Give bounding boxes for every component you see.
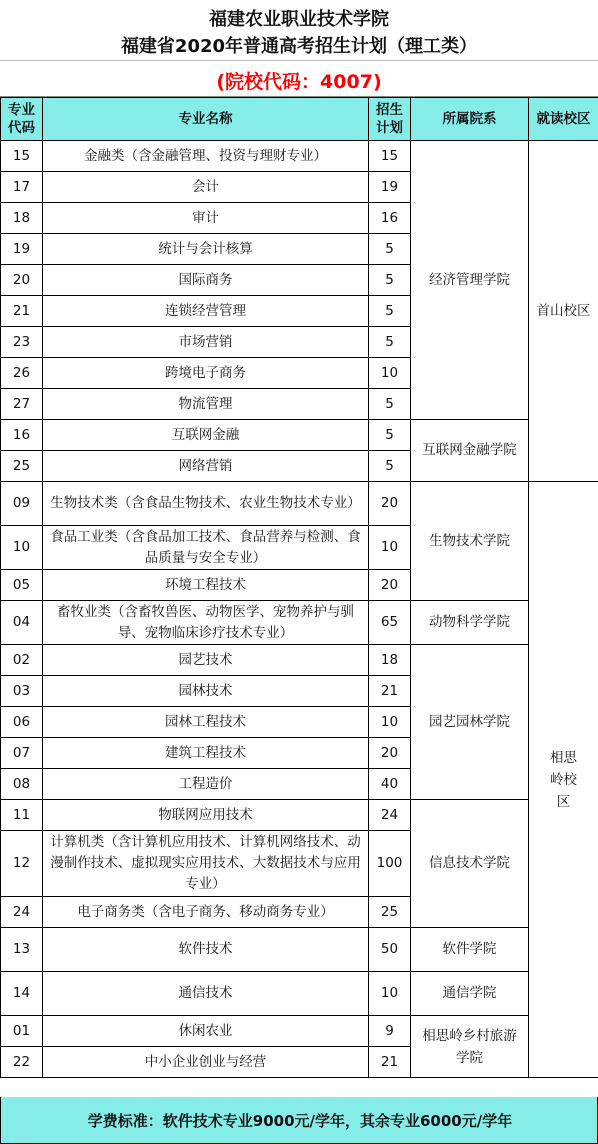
major-name: 园林工程技术: [43, 707, 369, 738]
major-code: 24: [1, 897, 43, 928]
major-code: 15: [1, 141, 43, 172]
plan-count: 21: [369, 676, 411, 707]
admission-table: [0, 97, 598, 1078]
major-code: 09: [1, 482, 43, 526]
plan-count: 16: [369, 203, 411, 234]
major-name: 园林技术: [43, 676, 369, 707]
major-code: 03: [1, 676, 43, 707]
title-divider: [0, 60, 598, 61]
table-row: [1, 141, 598, 172]
dept-cell: 信息技术学院: [411, 800, 529, 928]
campus-name: 相思岭校区: [550, 749, 577, 810]
dept-cell: 经济管理学院: [411, 141, 529, 420]
major-name: 计算机类（含计算机应用技术、计算机网络技术、动漫制作技术、虚拟现实应用技术、大数据技术与应用专业）: [43, 831, 369, 897]
major-name: 环境工程技术: [43, 570, 369, 601]
table-row: [1, 1016, 598, 1047]
major-code: 10: [1, 526, 43, 570]
dept-cell: 动物科学学院: [411, 601, 529, 645]
plan-count: 10: [369, 972, 411, 1016]
major-code: 17: [1, 172, 43, 203]
campus-cell: [529, 482, 598, 1078]
major-code: 05: [1, 570, 43, 601]
plan-count: 5: [369, 389, 411, 420]
major-code: 13: [1, 928, 43, 972]
header-code: 专业代码: [1, 98, 43, 141]
dept-name: 相思岭乡村旅游学院: [422, 1027, 517, 1066]
table-row: [1, 601, 598, 645]
plan-count: 40: [369, 769, 411, 800]
college-code: (院校代码：4007): [216, 71, 382, 93]
table-row: [1, 420, 598, 451]
table-header-row: [1, 98, 598, 141]
major-code: 21: [1, 296, 43, 327]
plan-count: 5: [369, 451, 411, 482]
plan-count: 20: [369, 482, 411, 526]
major-name: 生物技术类（含食品生物技术、农业生物技术专业）: [43, 482, 369, 526]
title-block: [0, 0, 598, 97]
plan-count: 50: [369, 928, 411, 972]
plan-count: 25: [369, 897, 411, 928]
major-code: 02: [1, 645, 43, 676]
major-name: 会计: [43, 172, 369, 203]
major-name: 工程造价: [43, 769, 369, 800]
dept-cell: 生物技术学院: [411, 482, 529, 601]
table-row: [1, 972, 598, 1016]
table-row: [1, 800, 598, 831]
header-plan: 招生计划: [369, 98, 411, 141]
major-name: 连锁经营管理: [43, 296, 369, 327]
major-code: 06: [1, 707, 43, 738]
major-name: 网络营销: [43, 451, 369, 482]
dept-cell: [411, 1016, 529, 1078]
plan-count: 5: [369, 234, 411, 265]
dept-cell: 园艺园林学院: [411, 645, 529, 800]
major-code: 12: [1, 831, 43, 897]
plan-count: 19: [369, 172, 411, 203]
table-row: [1, 482, 598, 526]
header-name: 专业名称: [43, 98, 369, 141]
major-name: 统计与会计核算: [43, 234, 369, 265]
major-code: 08: [1, 769, 43, 800]
plan-count: 20: [369, 570, 411, 601]
major-name: 休闲农业: [43, 1016, 369, 1047]
plan-count: 5: [369, 420, 411, 451]
major-code: 20: [1, 265, 43, 296]
major-name: 畜牧业类（含畜牧兽医、动物医学、宠物养护与驯导、宠物临床诊疗技术专业）: [43, 601, 369, 645]
major-name: 物联网应用技术: [43, 800, 369, 831]
header-campus: 就读校区: [529, 98, 598, 141]
major-code: 25: [1, 451, 43, 482]
plan-count: 24: [369, 800, 411, 831]
major-code: 27: [1, 389, 43, 420]
table-row: [1, 645, 598, 676]
major-name: 金融类（含金融管理、投资与理财专业）: [43, 141, 369, 172]
plan-count: 10: [369, 707, 411, 738]
plan-count: 100: [369, 831, 411, 897]
major-code: 16: [1, 420, 43, 451]
major-code: 11: [1, 800, 43, 831]
major-name: 通信技术: [43, 972, 369, 1016]
major-code: 23: [1, 327, 43, 358]
plan-count: 21: [369, 1047, 411, 1078]
college-name: 福建农业职业技术学院: [209, 9, 389, 30]
plan-count: 15: [369, 141, 411, 172]
major-name: 园艺技术: [43, 645, 369, 676]
major-name: 物流管理: [43, 389, 369, 420]
table-row: [1, 928, 598, 972]
plan-count: 18: [369, 645, 411, 676]
tuition-text: 学费标准：软件技术专业9000元/学年，其余专业6000元/学年: [87, 1112, 513, 1130]
major-code: 04: [1, 601, 43, 645]
major-name: 市场营销: [43, 327, 369, 358]
dept-cell: 软件学院: [411, 928, 529, 972]
dept-cell: 通信学院: [411, 972, 529, 1016]
major-name: 中小企业创业与经营: [43, 1047, 369, 1078]
major-name: 软件技术: [43, 928, 369, 972]
plan-count: 65: [369, 601, 411, 645]
plan-count: 5: [369, 296, 411, 327]
plan-count: 20: [369, 738, 411, 769]
plan-count: 10: [369, 526, 411, 570]
plan-count: 5: [369, 265, 411, 296]
campus-cell: 首山校区: [529, 141, 598, 482]
major-name: 国际商务: [43, 265, 369, 296]
major-name: 建筑工程技术: [43, 738, 369, 769]
major-code: 01: [1, 1016, 43, 1047]
major-code: 07: [1, 738, 43, 769]
major-name: 电子商务类（含电子商务、移动商务专业）: [43, 897, 369, 928]
tuition-footer: [0, 1097, 598, 1144]
major-code: 22: [1, 1047, 43, 1078]
plan-count: 5: [369, 327, 411, 358]
plan-count: 10: [369, 358, 411, 389]
major-name: 互联网金融: [43, 420, 369, 451]
major-name: 审计: [43, 203, 369, 234]
major-code: 26: [1, 358, 43, 389]
major-code: 19: [1, 234, 43, 265]
header-dept: 所属院系: [411, 98, 529, 141]
major-name: 跨境电子商务: [43, 358, 369, 389]
major-code: 14: [1, 972, 43, 1016]
plan-title: 福建省2020年普通高考招生计划（理工类）: [120, 36, 478, 57]
plan-count: 9: [369, 1016, 411, 1047]
major-code: 18: [1, 203, 43, 234]
dept-cell: 互联网金融学院: [411, 420, 529, 482]
major-name: 食品工业类（含食品加工技术、食品营养与检测、食品质量与安全专业）: [43, 526, 369, 570]
